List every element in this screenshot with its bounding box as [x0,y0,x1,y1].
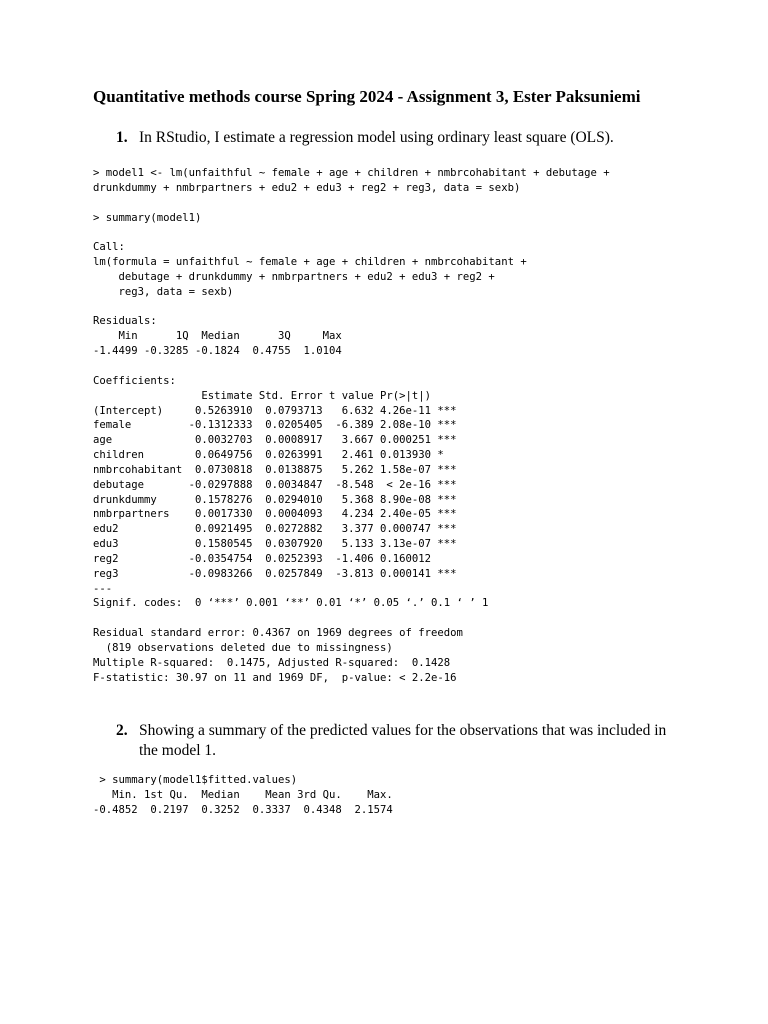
question-2 [116,721,676,761]
r-console-output-model1: > model1 <- lm(unfaithful ~ female + age + children + nmbrcohabitant + debutage + drunkdummy + nmbrpartners + edu2 + edu3 + reg2 + reg3, data = sexb) > summary(model1) Call: lm(formula = unfaithful ~ female + age + children + nmbrcohabitant + debutage + drunkdummy + nmbrpartners + edu2 + edu3 + reg2 + reg3, data = sexb) Residuals: Min 1Q Median 3Q Max -1.4499 -0.3285 -0.1824 0.4755 1.0104 Coefficients: Estimate Std. Error t value Pr(>|t|) (Intercept) 0.5263910 0.0793713 6.632 4.26e-11 *** female -0.1312333 0.0205405 -6.389 2.08e-10 *** age 0.0032703 0.0008917 3.667 0.000251 *** children 0.0649756 0.0263991 2.461 0.013930 * nmbrcohabitant 0.0730818 0.0138875 5.262 1.58e-07 *** debutage -0.0297888 0.0034847 -8.548 < 2e-16 *** drunkdummy 0.1578276 0.0294010 5.368 8.90e-08 *** nmbrpartners 0.0017330 0.0004093 4.234 2.40e-05 *** edu2 0.0921495 0.0272882 3.377 0.000747 *** edu3 0.1580545 0.0307920 5.133 3.13e-07 *** reg2 -0.0354754 0.0252393 -1.406 0.160012 reg3 -0.0983266 0.0257849 -3.813 0.000141 *** --- Signif. codes: 0 ‘***’ 0.001 ‘**’ 0.01 ‘*’ 0.05 ‘.’ 0.1 ‘ ’ 1 Residual standard error: 0.4367 on 1969 degrees of freedom (819 observations deleted due to missingness) Multiple R-squared: 0.1475, Adjusted R-squared: 0.1428 F-statistic: 30.97 on 11 and 1969 DF, p-value: < 2.2e-16 [93,167,610,684]
r-console-output-fitted-values: > summary(model1$fitted.values) Min. 1st Qu. Median Mean 3rd Qu. Max. -0.4852 0.2197 0.3252 0.3337 0.4348 2.1574 [93,774,393,816]
document-title: Quantitative methods course Spring 2024 - Assignment 3, Ester Paksuniemi [93,87,641,106]
question-1 [116,128,676,148]
question-1-number: 1. [116,129,128,146]
question-2-number: 2. [116,722,128,739]
question-1-text: In RStudio, I estimate a regression model using ordinary least square (OLS). [139,129,614,146]
question-2-text: Showing a summary of the predicted values for the observations that was included in the model 1. [139,722,667,759]
